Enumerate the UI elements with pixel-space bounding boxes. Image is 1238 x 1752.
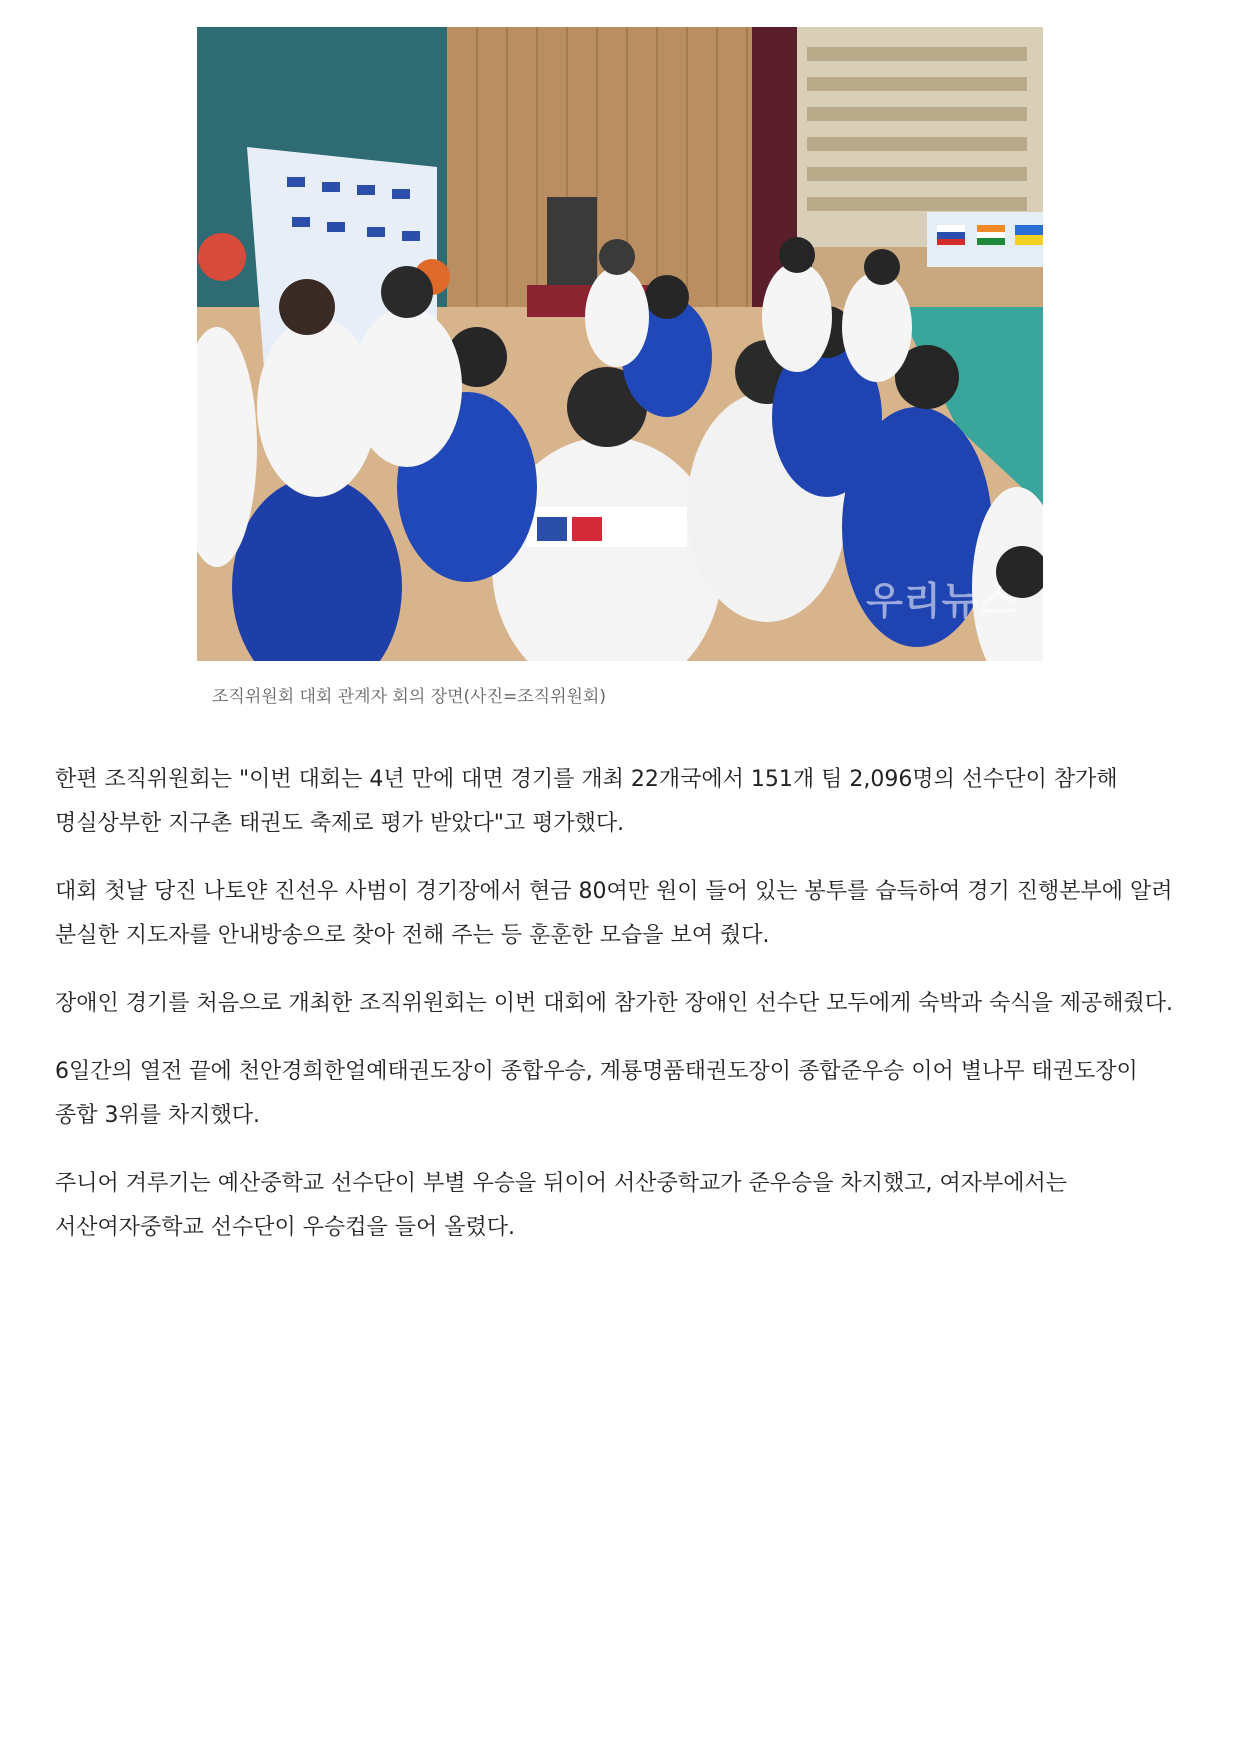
photo-illustration xyxy=(197,27,1043,661)
article-photo xyxy=(197,27,1043,661)
paragraph-1: 한편 조직위원회는 "이번 대회는 4년 만에 대면 경기를 개최 22개국에서 151개 팀 2,096명의 선수단이 참가해 명실상부한 지구촌 태권도 축제로 평가 받았다"고 평가했다. xyxy=(55,767,1118,836)
paragraph-3: 장애인 경기를 처음으로 개최한 조직위원회는 이번 대회에 참가한 장애인 선수단 모두에게 숙박과 숙식을 제공해줬다. xyxy=(55,991,1174,1016)
paragraph-2: 대회 첫날 당진 나토얀 진선우 사범이 경기장에서 현금 80여만 원이 들어 있는 봉투를 습득하여 경기 진행본부에 알려 분실한 지도자를 안내방송으로 찾아 전해 주는 등 훈훈한 모습을 보여 줬다. xyxy=(55,879,1173,948)
article-body xyxy=(55,758,1185,1274)
photo-caption: 조직위원회 대회 관계자 회의 장면(사진=조직위원회) xyxy=(212,687,606,707)
paragraph-5: 주니어 겨루기는 예산중학교 선수단이 부별 우승을 뒤이어 서산중학교가 준우승을 차지했고, 여자부에서는 서산여자중학교 선수단이 우승컵을 들어 올렸다. xyxy=(55,1171,1068,1240)
paragraph-4: 6일간의 열전 끝에 천안경희한얼예태권도장이 종합우승, 계룡명품태권도장이 종합준우승 이어 별나무 태권도장이 종합 3위를 차지했다. xyxy=(55,1059,1138,1128)
photo-watermark: 우리뉴스 xyxy=(866,579,1017,623)
